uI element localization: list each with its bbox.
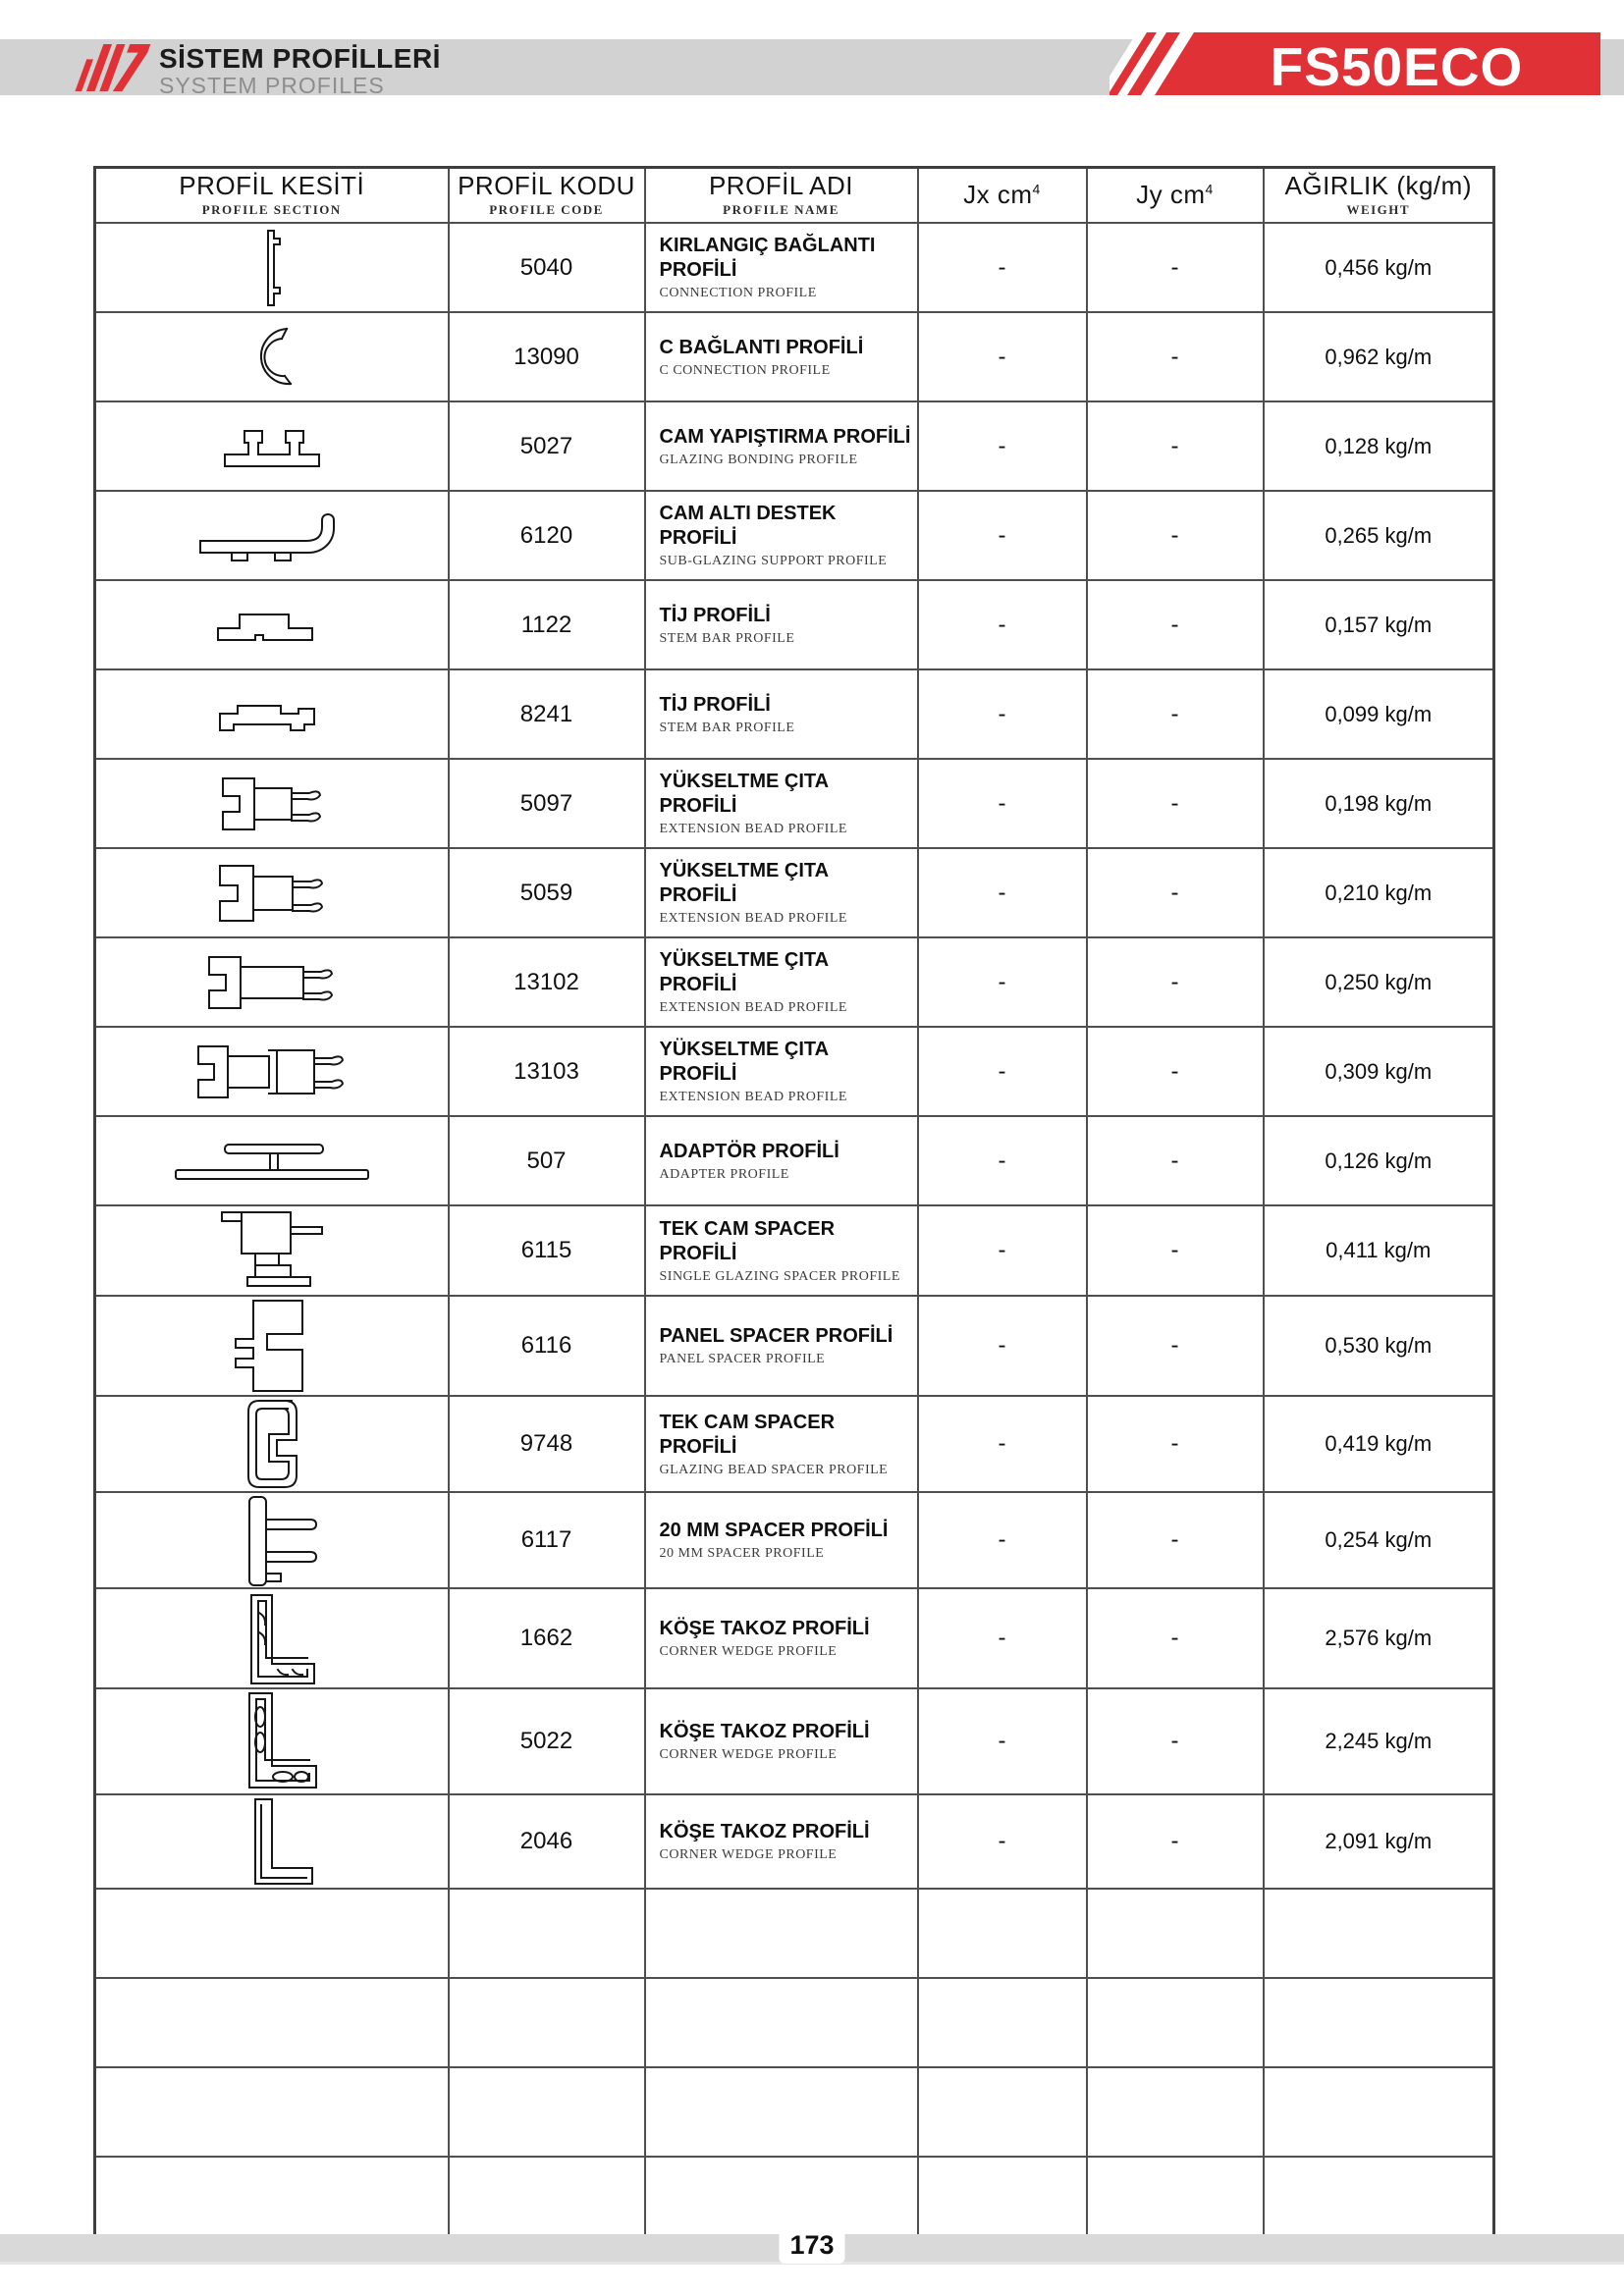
profile-name-tr: KÖŞE TAKOZ PROFİLİ — [659, 1721, 870, 1742]
profile-code: 8241 — [449, 669, 645, 759]
profile-code: 6120 — [449, 491, 645, 580]
profile-section-cell — [95, 1296, 449, 1396]
table-row — [95, 848, 1494, 937]
profile-code: 6117 — [449, 1492, 645, 1588]
jx-value: - — [918, 223, 1087, 312]
profile-name-tr: TİJ PROFİLİ — [659, 693, 771, 716]
table-row-empty — [95, 1889, 1494, 1978]
profile-name-en: EXTENSION BEAD PROFILE — [659, 1000, 847, 1015]
profile-section-cell — [95, 1978, 449, 2067]
profile-name-cell — [645, 1688, 918, 1794]
weight-value: 2,245 kg/m — [1264, 1688, 1494, 1794]
jy-value — [1087, 2067, 1264, 2157]
profile-code: 13102 — [449, 937, 645, 1027]
profile-code: 1662 — [449, 1588, 645, 1688]
profile-name-cell — [645, 937, 918, 1027]
weight-value: 0,198 kg/m — [1264, 759, 1494, 848]
profile-1662-section-drawing — [226, 1589, 318, 1687]
weight-value: 0,530 kg/m — [1264, 1296, 1494, 1396]
table-row — [95, 1688, 1494, 1794]
jx-value: - — [918, 401, 1087, 491]
profile-507-section-drawing — [172, 1139, 372, 1184]
profile-code: 6115 — [449, 1205, 645, 1296]
page-title: SİSTEM PROFİLLERİ — [159, 43, 441, 74]
jy-value: - — [1087, 1396, 1264, 1492]
profile-section-cell — [95, 491, 449, 580]
jx-value: - — [918, 1116, 1087, 1205]
profile-section-cell — [95, 759, 449, 848]
profile-code: 13103 — [449, 1027, 645, 1116]
jy-value: - — [1087, 1205, 1264, 1296]
table-row — [95, 669, 1494, 759]
profile-13103-section-drawing — [189, 1041, 355, 1103]
header-titles — [159, 44, 441, 97]
profile-name-en: EXTENSION BEAD PROFILE — [659, 911, 847, 926]
profile-code: 9748 — [449, 1396, 645, 1492]
table-row — [95, 1205, 1494, 1296]
jx-value: - — [918, 1027, 1087, 1116]
profile-6116-section-drawing — [224, 1297, 320, 1395]
profile-name-tr: YÜKSELTME ÇITA PROFİLİ — [659, 1039, 829, 1085]
profile-name-tr: YÜKSELTME ÇITA PROFİLİ — [659, 771, 829, 817]
profile-section-cell — [95, 1396, 449, 1492]
jy-value: - — [1087, 1794, 1264, 1889]
profile-name-cell — [645, 848, 918, 937]
profile-code: 13090 — [449, 312, 645, 401]
jy-value: - — [1087, 491, 1264, 580]
table-row — [95, 937, 1494, 1027]
jy-value — [1087, 1978, 1264, 2067]
profile-code: 6116 — [449, 1296, 645, 1396]
profile-section-cell — [95, 1889, 449, 1978]
profile-name-cell — [645, 223, 918, 312]
jy-value: - — [1087, 848, 1264, 937]
profile-name-cell — [645, 1205, 918, 1296]
profile-5027-section-drawing — [223, 425, 321, 468]
jx-value — [918, 2157, 1087, 2246]
profile-name-cell — [645, 759, 918, 848]
profile-name-en: ADAPTER PROFILE — [659, 1166, 789, 1182]
weight-value: 2,576 kg/m — [1264, 1588, 1494, 1688]
series-badge-label: FS50ECO — [1270, 36, 1524, 97]
column-header-weight: AĞIRLIK (kg/m) WEIGHT — [1264, 168, 1494, 224]
table-row — [95, 759, 1494, 848]
jy-value — [1087, 1889, 1264, 1978]
jx-value: - — [918, 1296, 1087, 1396]
table-row — [95, 491, 1494, 580]
profile-section-cell — [95, 312, 449, 401]
jy-value: - — [1087, 669, 1264, 759]
jy-value: - — [1087, 1492, 1264, 1588]
profile-name-en: EXTENSION BEAD PROFILE — [659, 822, 847, 836]
profile-section-cell — [95, 848, 449, 937]
profile-section-cell — [95, 1492, 449, 1588]
profile-13090-section-drawing — [234, 319, 310, 396]
profile-section-cell — [95, 2067, 449, 2157]
profile-name-cell — [645, 1296, 918, 1396]
table-row — [95, 401, 1494, 491]
weight-value: 0,419 kg/m — [1264, 1396, 1494, 1492]
profile-name-cell — [645, 1116, 918, 1205]
table-row — [95, 1116, 1494, 1205]
profile-name-en: 20 MM SPACER PROFILE — [659, 1546, 825, 1561]
weight-value: 0,126 kg/m — [1264, 1116, 1494, 1205]
profile-name-tr: KÖŞE TAKOZ PROFİLİ — [659, 1821, 870, 1842]
jx-value: - — [918, 759, 1087, 848]
profile-section-cell — [95, 1116, 449, 1205]
profile-6117-section-drawing — [222, 1493, 322, 1587]
profile-name-cell — [645, 1027, 918, 1116]
profile-code — [449, 2157, 645, 2246]
jx-value: - — [918, 669, 1087, 759]
jx-value: - — [918, 1688, 1087, 1794]
jy-value: - — [1087, 1688, 1264, 1794]
table-row — [95, 1296, 1494, 1396]
jx-value — [918, 1978, 1087, 2067]
table-row — [95, 1588, 1494, 1688]
profile-code: 2046 — [449, 1794, 645, 1889]
page-number: 173 — [789, 2230, 835, 2260]
profile-code — [449, 1978, 645, 2067]
jx-value — [918, 2067, 1087, 2157]
jy-value: - — [1087, 1296, 1264, 1396]
profile-name-en: EXTENSION BEAD PROFILE — [659, 1090, 847, 1104]
page-number-box — [779, 2227, 844, 2264]
profile-name-tr: TİJ PROFİLİ — [659, 604, 771, 626]
weight-value: 0,254 kg/m — [1264, 1492, 1494, 1588]
profile-name-tr: YÜKSELTME ÇITA PROFİLİ — [659, 860, 829, 906]
weight-value: 0,210 kg/m — [1264, 848, 1494, 937]
profile-name-tr: CAM ALTI DESTEK PROFİLİ — [659, 503, 837, 549]
table-row — [95, 580, 1494, 669]
profile-section-cell — [95, 1205, 449, 1296]
profile-name-tr: PANEL SPACER PROFİLİ — [659, 1325, 893, 1347]
column-header-profile-name: PROFİL ADI PROFILE NAME — [645, 168, 918, 224]
profile-name-tr: 20 MM SPACER PROFİLİ — [659, 1520, 889, 1541]
profile-name-en: GLAZING BONDING PROFILE — [659, 452, 858, 467]
profile-code: 507 — [449, 1116, 645, 1205]
profile-name-en: CORNER WEDGE PROFILE — [659, 1847, 838, 1862]
profile-code — [449, 2067, 645, 2157]
profiles-table-header — [95, 168, 1494, 224]
weight-value: 0,157 kg/m — [1264, 580, 1494, 669]
profile-name-en: C CONNECTION PROFILE — [659, 362, 831, 378]
jy-value: - — [1087, 580, 1264, 669]
weight-value — [1264, 2157, 1494, 2246]
table-row — [95, 1396, 1494, 1492]
profile-name-en: STEM BAR PROFILE — [659, 630, 795, 646]
profile-code: 5022 — [449, 1688, 645, 1794]
jy-value: - — [1087, 1116, 1264, 1205]
profile-name-en: STEM BAR PROFILE — [659, 720, 795, 735]
jx-value: - — [918, 1588, 1087, 1688]
profile-1122-section-drawing — [216, 607, 328, 644]
profile-section-cell — [95, 401, 449, 491]
profile-name-tr: TEK CAM SPACER PROFİLİ — [659, 1411, 836, 1458]
profile-5040-section-drawing — [257, 229, 287, 307]
profile-name-cell — [645, 2067, 918, 2157]
table-row — [95, 223, 1494, 312]
jx-value: - — [918, 312, 1087, 401]
profile-section-cell — [95, 1588, 449, 1688]
weight-value: 0,250 kg/m — [1264, 937, 1494, 1027]
table-row — [95, 1794, 1494, 1889]
profiles-table — [93, 166, 1495, 2248]
profile-section-cell — [95, 669, 449, 759]
profile-name-cell — [645, 580, 918, 669]
weight-value: 0,309 kg/m — [1264, 1027, 1494, 1116]
profile-5022-section-drawing — [224, 1689, 320, 1793]
column-header-jy: Jy $cm^4$ — [1087, 168, 1264, 224]
profile-name-tr: ADAPTÖR PROFİLİ — [659, 1140, 839, 1162]
jx-value: - — [918, 848, 1087, 937]
jx-value: - — [918, 1794, 1087, 1889]
jy-value: - — [1087, 1588, 1264, 1688]
profiles-table-body — [95, 223, 1494, 2246]
profile-name-cell — [645, 1978, 918, 2067]
profile-code: 5027 — [449, 401, 645, 491]
jy-value: - — [1087, 1027, 1264, 1116]
profile-name-tr: KIRLANGIÇ BAĞLANTI PROFİLİ — [659, 235, 876, 281]
weight-value: 0,099 kg/m — [1264, 669, 1494, 759]
profile-name-tr: C BAĞLANTI PROFİLİ — [659, 336, 864, 358]
profile-6115-section-drawing — [218, 1206, 326, 1295]
profile-name-cell — [645, 401, 918, 491]
profile-name-en: CORNER WEDGE PROFILE — [659, 1747, 838, 1762]
weight-value — [1264, 2067, 1494, 2157]
jx-value: - — [918, 1205, 1087, 1296]
jx-value: - — [918, 491, 1087, 580]
jx-value: - — [918, 580, 1087, 669]
profile-name-cell — [645, 312, 918, 401]
jy-value: - — [1087, 759, 1264, 848]
profile-code: 5040 — [449, 223, 645, 312]
profile-section-cell — [95, 223, 449, 312]
page-subtitle: SYSTEM PROFILES — [159, 73, 385, 98]
profile-section-cell — [95, 580, 449, 669]
profile-name-cell — [645, 1794, 918, 1889]
profile-section-cell — [95, 1027, 449, 1116]
weight-value: 2,091 kg/m — [1264, 1794, 1494, 1889]
profile-name-en: SINGLE GLAZING SPACER PROFILE — [659, 1268, 900, 1284]
profile-13102-section-drawing — [199, 950, 345, 1015]
jy-value: - — [1087, 937, 1264, 1027]
weight-value: 0,265 kg/m — [1264, 491, 1494, 580]
profile-name-tr: KÖŞE TAKOZ PROFİLİ — [659, 1618, 870, 1639]
jy-value: - — [1087, 312, 1264, 401]
header-row — [95, 168, 1494, 224]
profile-9748-section-drawing — [236, 1397, 308, 1491]
jy-value: - — [1087, 223, 1264, 312]
profile-name-cell — [645, 1492, 918, 1588]
table-row-empty — [95, 2067, 1494, 2157]
profile-section-cell — [95, 1794, 449, 1889]
table-row — [95, 312, 1494, 401]
jy-value — [1087, 2157, 1264, 2246]
company-logo-icon — [75, 44, 151, 91]
profile-6120-section-drawing — [198, 507, 346, 564]
profile-name-en: PANEL SPACER PROFILE — [659, 1352, 826, 1366]
profile-name-cell — [645, 1889, 918, 1978]
profile-code: 5097 — [449, 759, 645, 848]
jx-value: - — [918, 937, 1087, 1027]
table-row — [95, 1492, 1494, 1588]
weight-value: 0,128 kg/m — [1264, 401, 1494, 491]
profile-name-en: CONNECTION PROFILE — [659, 286, 817, 300]
profile-name-cell — [645, 491, 918, 580]
profile-code: 5059 — [449, 848, 645, 937]
profile-name-tr: CAM YAPIŞTIRMA PROFİLİ — [659, 425, 911, 448]
profile-name-tr: TEK CAM SPACER PROFİLİ — [659, 1217, 836, 1264]
weight-value — [1264, 1889, 1494, 1978]
profile-name-cell — [645, 1396, 918, 1492]
profile-section-cell — [95, 937, 449, 1027]
profile-name-tr: YÜKSELTME ÇITA PROFİLİ — [659, 949, 829, 995]
profile-section-cell — [95, 2157, 449, 2246]
weight-value: 0,456 kg/m — [1264, 223, 1494, 312]
profile-name-cell — [645, 669, 918, 759]
weight-value: 0,411 kg/m — [1264, 1205, 1494, 1296]
profile-5097-section-drawing — [213, 772, 331, 836]
profile-code — [449, 1889, 645, 1978]
profile-2046-section-drawing — [228, 1795, 316, 1888]
column-header-jx: Jx $cm^4$ — [918, 168, 1087, 224]
weight-value — [1264, 1978, 1494, 2067]
profile-8241-section-drawing — [216, 696, 328, 733]
weight-value: 0,962 kg/m — [1264, 312, 1494, 401]
jx-value — [918, 1889, 1087, 1978]
profile-5059-section-drawing — [210, 859, 334, 928]
profile-name-cell — [645, 1588, 918, 1688]
profile-section-cell — [95, 1688, 449, 1794]
column-header-profile-section: PROFİL KESİTİ PROFILE SECTION — [95, 168, 449, 224]
table-row-empty — [95, 1978, 1494, 2067]
jx-value: - — [918, 1492, 1087, 1588]
jy-value: - — [1087, 401, 1264, 491]
profile-name-en: SUB-GLAZING SUPPORT PROFILE — [659, 554, 888, 568]
series-badge — [1110, 32, 1600, 95]
table-row — [95, 1027, 1494, 1116]
profile-name-en: GLAZING BEAD SPACER PROFILE — [659, 1462, 889, 1477]
column-header-profile-code: PROFİL KODU PROFILE CODE — [449, 168, 645, 224]
jx-value: - — [918, 1396, 1087, 1492]
profile-code: 1122 — [449, 580, 645, 669]
profile-name-en: CORNER WEDGE PROFILE — [659, 1644, 838, 1659]
